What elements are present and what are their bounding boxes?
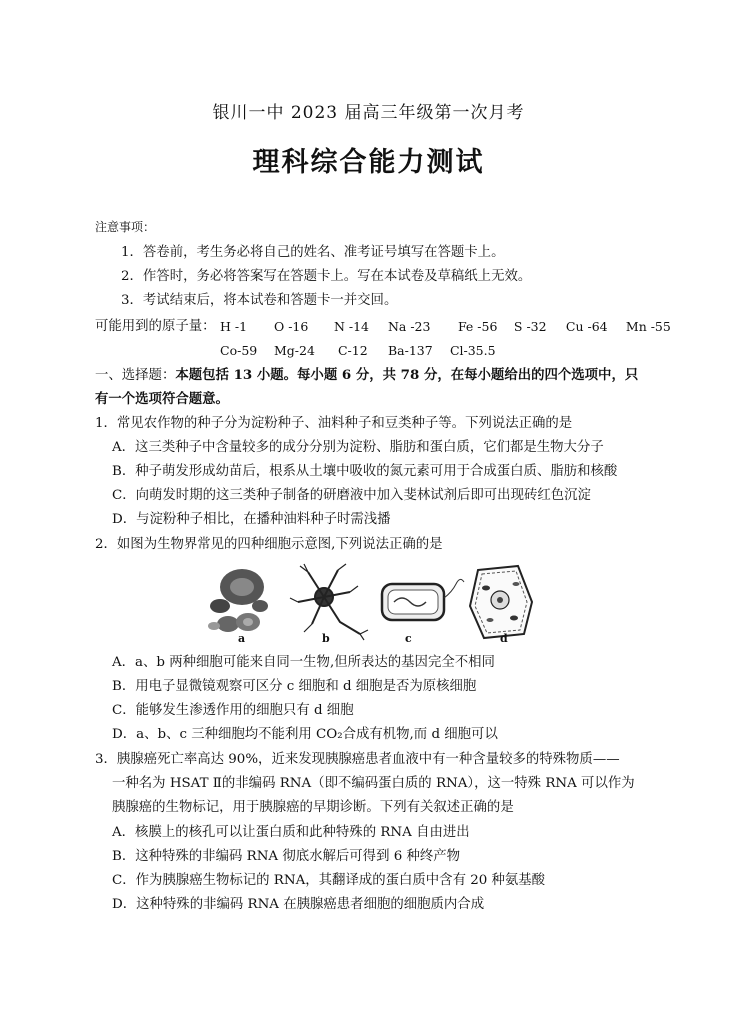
q1-option-b: B．种子萌发形成幼苗后，根系从土壤中吸收的氮元素可用于合成蛋白质、脂肪和核酸 (112, 464, 618, 479)
atom-mass: H -1 (220, 319, 248, 334)
atom-mass: Cl-35.5 (449, 343, 496, 358)
q2-option-d: D．a、b、c 三种细胞均不能利用 CO₂合成有机物,而 d 细胞可以 (112, 727, 498, 742)
atom-mass: Mn -55 (625, 319, 671, 334)
atomic-masses-row-1 (220, 319, 671, 334)
q2-stem: 2．如图为生物界常见的四种细胞示意图,下列说法正确的是 (95, 537, 443, 552)
notes-label: 注意事项： (95, 220, 156, 234)
cell-diagram-figure (200, 562, 540, 652)
q3-option-a: A．核膜上的核孔可以让蛋白质和此种特殊的 RNA 自由进出 (112, 825, 470, 840)
section-heading-label: 一、选择题： (95, 368, 176, 383)
q3-option-c: C．作为胰腺癌生物标记的 RNA，其翻译成的蛋白质中含有 20 种氨基酸 (112, 873, 546, 888)
atom-mass: O -16 (273, 319, 309, 334)
figure-label-a: a (238, 632, 246, 645)
atom-mass: Co-59 (220, 343, 258, 358)
q3-stem-line-3: 胰腺癌的生物标记，用于胰腺癌的早期诊断。下列有关叙述正确的是 (112, 800, 514, 815)
q1-stem: 1．常见农作物的种子分为淀粉种子、油料种子和豆类种子等。下列说法正确的是 (95, 416, 573, 431)
q1-option-d: D．与淀粉种子相比，在播种油料种子时需浅播 (112, 512, 391, 527)
figure-label-c: c (405, 632, 412, 645)
atomic-masses-row-2 (220, 343, 496, 358)
note-item-1: 1．答卷前，考生务必将自己的姓名、准考证号填写在答题卡上。 (121, 245, 505, 260)
q2-option-a: A．a、b 两种细胞可能来自同一生物,但所表达的基因完全不相同 (112, 655, 495, 670)
q1-option-c: C．向萌发时期的这三类种子制备的研磨液中加入斐林试剂后即可出现砖红色沉淀 (112, 488, 591, 503)
atom-mass: Na -23 (387, 319, 431, 334)
section-heading-cont: 有一个选项符合题意。 (95, 391, 229, 407)
red-blood-cells-image (208, 569, 268, 632)
exam-title: 银川一中 2023 届高三年级第一次月考 (212, 103, 525, 123)
section-heading-text: 本题包括 13 小题。每小题 6 分，共 78 分，在每小题给出的四个选项中，只 (175, 367, 639, 383)
atom-mass: Ba-137 (387, 343, 433, 358)
note-item-2: 2．作答时，务必将答案写在答题卡上。写在本试卷及草稿纸上无效。 (121, 269, 532, 284)
neuron-image (290, 564, 368, 640)
subject-title: 理科综合能力测试 (252, 147, 485, 178)
prokaryotic-cell-image (382, 579, 464, 620)
q2-option-c: C．能够发生渗透作用的细胞只有 d 细胞 (112, 703, 354, 718)
plant-cell-image (470, 566, 532, 638)
atom-mass: Mg-24 (273, 343, 315, 358)
q3-option-b: B．这种特殊的非编码 RNA 彻底水解后可得到 6 种终产物 (112, 849, 461, 864)
section-heading (95, 366, 638, 385)
atom-mass: C-12 (337, 343, 368, 358)
q2-option-b: B．用电子显微镜观察可区分 c 细胞和 d 细胞是否为原核细胞 (112, 679, 477, 694)
atom-mass: Cu -64 (565, 319, 608, 334)
atomic-masses-label: 可能用到的原子量： (95, 319, 216, 334)
q3-stem-line-2: 一种名为 HSAT Ⅱ的非编码 RNA（即不编码蛋白质的 RNA），这一特殊 RNA 可以作为 (112, 776, 635, 791)
q3-stem-line-1: 3．胰腺癌死亡率高达 90%，近来发现胰腺癌患者血液中有一种含量较多的特殊物质—— (95, 752, 620, 767)
figure-label-b: b (322, 632, 330, 645)
atom-mass: S -32 (513, 319, 547, 334)
q1-option-a: A．这三类种子中含量较多的成分分别为淀粉、脂肪和蛋白质，它们都是生物大分子 (112, 440, 604, 455)
q3-option-d: D．这种特殊的非编码 RNA 在胰腺癌患者细胞的细胞质内合成 (112, 897, 485, 912)
atom-mass: Fe -56 (457, 319, 498, 334)
figure-label-d: d (500, 632, 508, 645)
atom-mass: N -14 (333, 319, 370, 334)
note-item-3: 3．考试结束后，将本试卷和答题卡一并交回。 (121, 293, 398, 308)
